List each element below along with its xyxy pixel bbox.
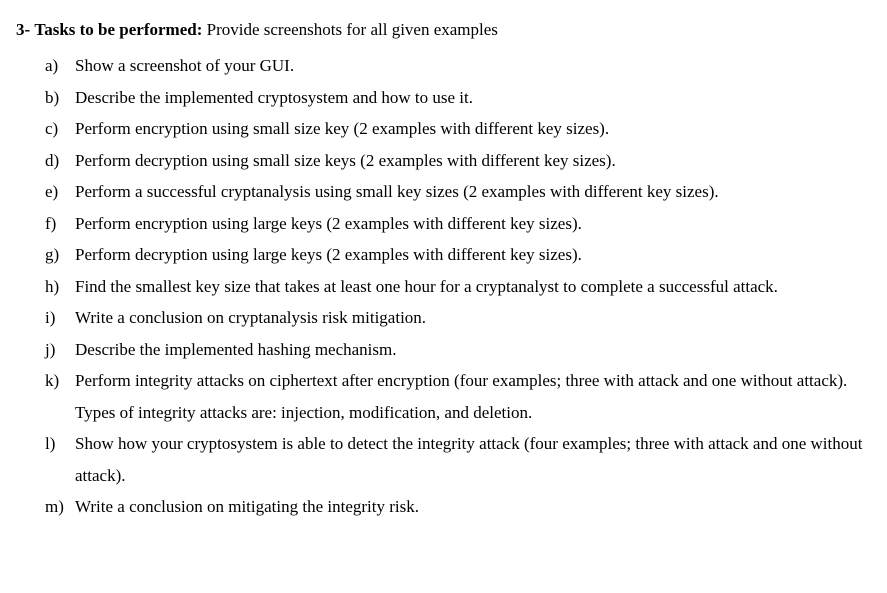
list-item [0,271,887,303]
section-title: Tasks to be performed: [34,20,203,39]
list-item [0,365,887,428]
list-item [0,176,887,208]
list-marker: c) [45,119,59,138]
list-item [0,50,887,82]
list-marker: g) [45,245,60,264]
list-item-text: Perform encryption using small size key (2 examples with different key sizes). [75,119,610,138]
list-item [0,334,887,366]
section-number: 3- [16,20,31,39]
list-marker: k) [45,371,60,390]
list-marker: f) [45,213,57,233]
list-item [0,145,887,177]
section-heading [16,19,498,41]
list-item-text: Perform a successful cryptanalysis using small key sizes (2 examples with different key sizes). [75,182,719,201]
list-item-text: Show a screenshot of your GUI. [75,56,295,75]
list-marker: e) [45,182,59,201]
list-item [0,113,887,145]
section-subtitle: Provide screenshots for all given examples [202,20,498,39]
list-item [0,491,887,523]
list-item-text: Perform decryption using small size keys (2 examples with different key sizes). [75,150,616,170]
list-marker: m) [45,497,64,516]
list-item-text: Write a conclusion on mitigating the integrity risk. [75,497,419,516]
list-item [0,208,887,240]
list-marker: d) [45,150,60,170]
list-item-text: Perform decryption using large keys (2 examples with different key sizes). [75,245,582,264]
list-item [0,302,887,334]
list-item-text: Find the smallest key size that takes at least one hour for a cryptanalyst to complete a successful attack. [75,276,778,296]
list-marker: b) [45,87,60,107]
list-marker: j) [45,339,56,359]
list-marker: h) [45,276,60,296]
list-item [0,239,887,271]
list-item-text: Perform encryption using large keys (2 examples with different key sizes). [75,213,582,233]
list-item [0,428,887,491]
list-item-text: Perform integrity attacks on ciphertext after encryption (four examples; three with attack and one without attack). Types of integrity attacks are: injection, modification, and deletion. [75,371,848,422]
list-item-text: Describe the implemented hashing mechanism. [75,339,397,359]
task-list [0,50,887,523]
list-item-text: Write a conclusion on cryptanalysis risk mitigation. [75,308,427,327]
list-marker: i) [45,308,56,327]
list-marker: l) [45,434,56,453]
list-item-text: Describe the implemented cryptosystem and how to use it. [75,87,473,107]
list-item-text: Show how your cryptosystem is able to detect the integrity attack (four examples; three with attack and one without attack). [75,434,863,485]
list-item [0,82,887,114]
list-marker: a) [45,56,59,75]
